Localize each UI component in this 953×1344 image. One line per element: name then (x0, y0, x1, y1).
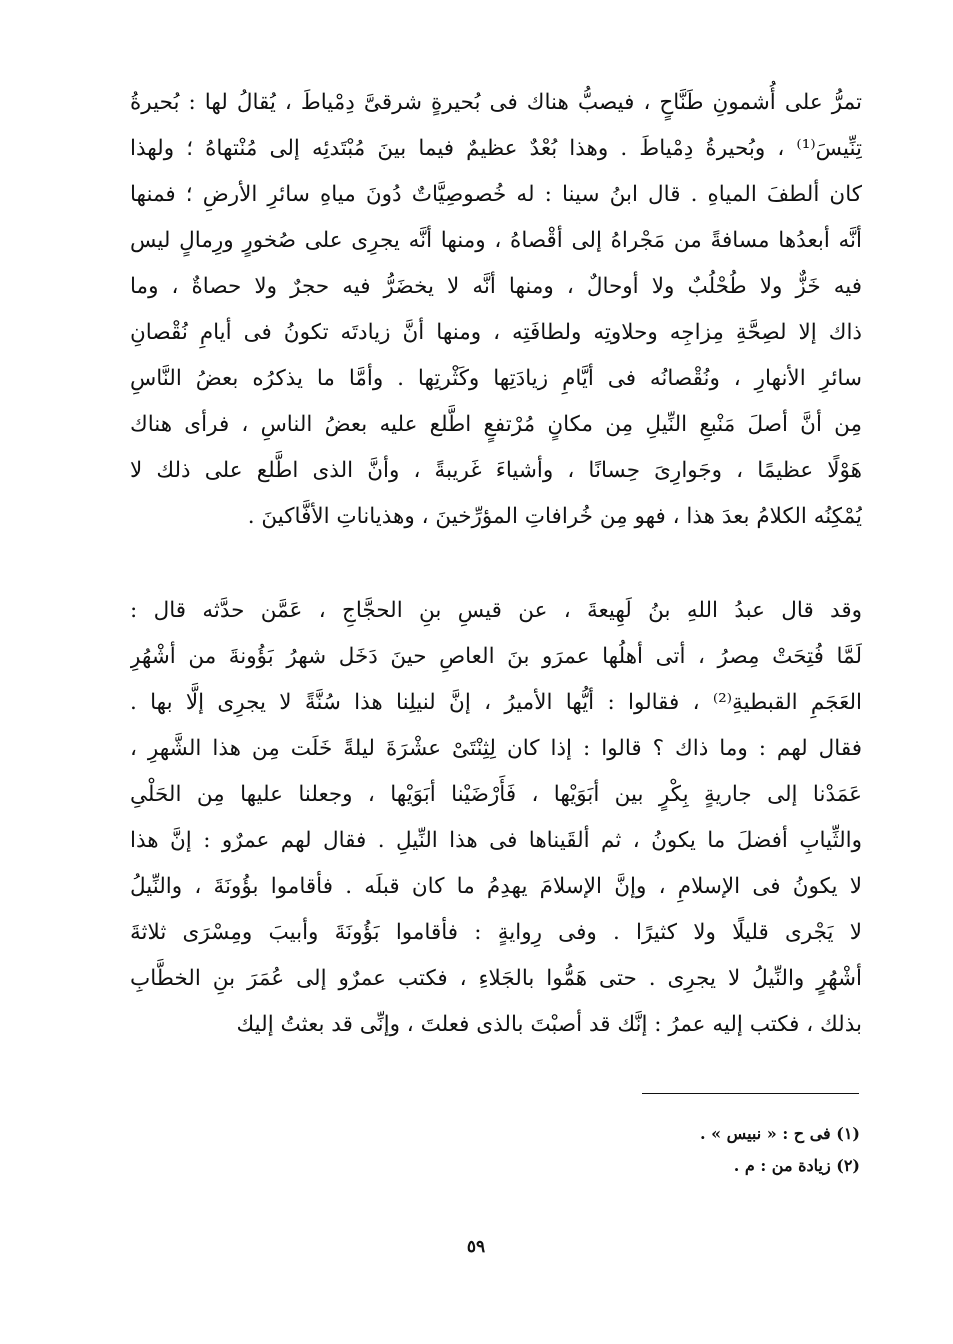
text-line: فيه خَزٌّ ولا طُحْلُبٌ ولا أوحالٌ ، ومنها أنَّه لا يخضَرُّ فيه حجرٌ ولا حصاةٌ ، وما (130, 274, 862, 299)
text-line: العَجَمِ القبطيةِ⁽²⁾ ، فقالوا : أيُّها الأميرُ ، إنَّ لنيلِنا هذا سُنَّةً لا يجرِى إلَّا بها . (130, 690, 862, 715)
text-line: أشْهُرٍ والنِّيلُ لا يجرِى . حتى هَمُّوا بالجَلاءِ ، فكتب عمرٌو إلى عُمَرَ بنِ الخطَّابِ (130, 966, 862, 991)
footnote-2: (٢) زيادة من : م . (733, 1156, 860, 1175)
page-number: ٥٩ (466, 1237, 486, 1257)
text-line: والثِّيابِ أفضلَ ما يكونُ ، ثم ألقَيناها فى هذا النِّيلِ . فقال لهم عمرٌو : إنَّ هذا (130, 828, 862, 853)
text-line: لا يكونُ فى الإسلامِ ، وإنَّ الإسلامَ يهدِمُ ما كان قبلَه . فأقاموا بؤُونَةَ ، والنِّيلُ (130, 874, 862, 899)
text-line: سائرِ الأنهارِ ، ونُقْصانُه فى أيَّامِ زيادَتِها وكَثْرتِها . وأمَّا ما يذكرُه بعضُ النَّاسِ (130, 366, 862, 391)
text-line: فقال لهم : وما ذاك ؟ قالوا : إذا كان لِثِنْتَىْ عشْرَةَ ليلةً خَلَت مِن هذا الشَّهرِ ، (130, 736, 862, 761)
text-line: يُمْكِنُه الكلامُ بعدَ هذا ، فهو مِن خُرافاتِ المؤرِّخينَ ، وهذياناتِ الأفَّاكينَ . (247, 504, 862, 529)
text-line: وقد قال عبدُ اللهِ بنُ لَهِيعةَ ، عن قيسِ بنِ الحجَّاجِ ، عَمَّن حدَّثه قال : (130, 598, 862, 623)
paragraph-2 (130, 588, 862, 1048)
footnote-1: (١) فى ح : « نبيس » . (699, 1124, 860, 1143)
text-line: عَمَدْنا إلى جاريةٍ بِكْرٍ بين أبَوَيْها ، فَأَرْضَيْنا أبَوَيْها ، وجعلنا عليها مِن الحَلْىِ (130, 782, 862, 807)
text-line: تمرُّ على أُشمونِ طَنَّاحٍ ، فيصبُّ هناك فى بُحيرةٍ شرقىَّ دِمْياطَ ، يُقالُ لها : بُحيرةُ (130, 90, 862, 115)
text-line: بذلك ، فكتب إليه عمرُ : إنَّك قد أصبْتَ بالذى فعلتَ ، وإنِّى قد بعثتُ إليك (236, 1012, 862, 1037)
text-line: مِن أنَّ أصلَ مَنْبعِ النِّيلِ مِن مكانٍ مُرْتفعٍ اطَّلع عليه بعضُ الناسِ ، فرأى هناك (130, 412, 862, 437)
footnote-divider (642, 1093, 859, 1094)
text-line: ذاك إلا لصِحَّةِ مِزاجِه وحلاوتِه ولطافَتِه ، ومنها أنَّ زيادتَه تكونُ فى أيامِ نُقْصانِ (130, 320, 862, 345)
text-line: هَوْلًا عظيمًا ، وجَوارِىَ حِسانًا ، وأشياءَ غَريبةً ، وأنَّ الذى اطَّلع على ذلك لا (130, 458, 862, 483)
footnotes (560, 1118, 860, 1182)
text-line: تِنِّيسَ⁽¹⁾ ، وبُحيرةُ دِمْياطَ . وهذا بُعْدٌ عظيمٌ فيما بينَ مُبْتَدئِه إلى مُنْتهاهُ ؛ ولهذا (130, 136, 862, 161)
text-line: لا يَجْرى قليلًا ولا كثيرًا . وفى رِوايةٍ : فأقاموا بَؤُونَةَ وأبيبَ ومِسْرَى ثلاثةَ (130, 920, 862, 945)
text-line: أنَّه أبعدُها مسافةً من مَجْراهُ إلى أقْصاهُ ، ومنها أنَّه يجرِى على صُخورٍ ورِمالٍ ليس (130, 228, 862, 253)
text-line: لَمَّا فُتِحَتْ مِصرُ ، أتى أهلُها عمرَو بنَ العاصِ حينَ دَخَل شهرُ بَؤُونةَ من أشْهُرِ (130, 644, 862, 669)
text-line: كان ألطفَ المياهِ . قال ابنُ سينا : له خُصوصِيَّاتٌ دُونَ مياهِ سائرِ الأرضِ ؛ فمنها (130, 182, 862, 207)
paragraph-1 (130, 80, 862, 540)
